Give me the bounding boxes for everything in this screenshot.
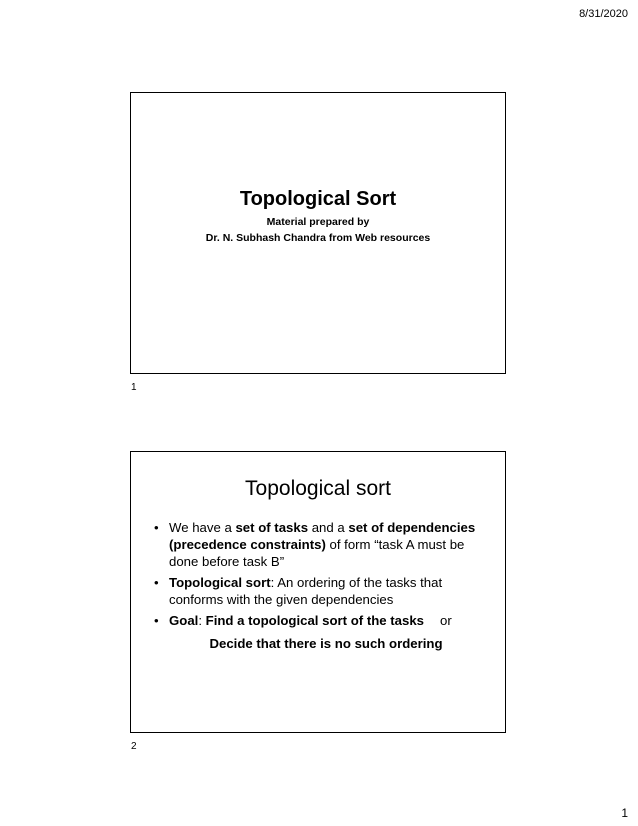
- bullet-topological-sort-definition: [153, 574, 483, 608]
- bullet1-text-3: of form “task A must be done before task B”: [169, 537, 465, 569]
- slide-1-subtitle-line2: Dr. N. Subhash Chandra from Web resources: [205, 232, 431, 244]
- slide-2-bullet-list: [153, 519, 483, 633]
- slide-2-title: Topological sort: [245, 477, 391, 500]
- print-date: 8/31/2020: [579, 8, 628, 20]
- bullet1-bold-set-of-tasks: set of tasks: [235, 520, 309, 535]
- slide-1-subtitle-line1: Material prepared by: [266, 216, 370, 228]
- slide-2-frame: [130, 451, 506, 733]
- bullet2-bold-term: Topological sort: [169, 575, 271, 590]
- slide-2-number: 2: [131, 741, 137, 752]
- bullet1-text-2: and a: [308, 520, 349, 535]
- slide-2-decide-line: Decide that there is no such ordering: [209, 636, 443, 651]
- bullet-goal: [153, 612, 483, 629]
- bullet3-bold-goal: Goal: [169, 613, 199, 628]
- bullet-tasks-dependencies: [153, 519, 483, 570]
- bullet3-bold-find-sort: Find a topological sort of the tasks: [205, 613, 424, 628]
- page-number: 1: [621, 806, 628, 820]
- slide-1-number: 1: [131, 382, 137, 393]
- bullet2-text: : An ordering of the tasks that conforms with the given dependencies: [169, 575, 443, 607]
- slide-1-frame: [130, 92, 506, 374]
- bullet3-or: or: [440, 613, 452, 628]
- slide-1-title: Topological Sort: [239, 188, 397, 210]
- bullet1-text-1: We have a: [169, 520, 236, 535]
- bullet3-colon: :: [198, 613, 206, 628]
- bullet1-bold-dependencies: set of dependencies (precedence constraints): [169, 520, 476, 552]
